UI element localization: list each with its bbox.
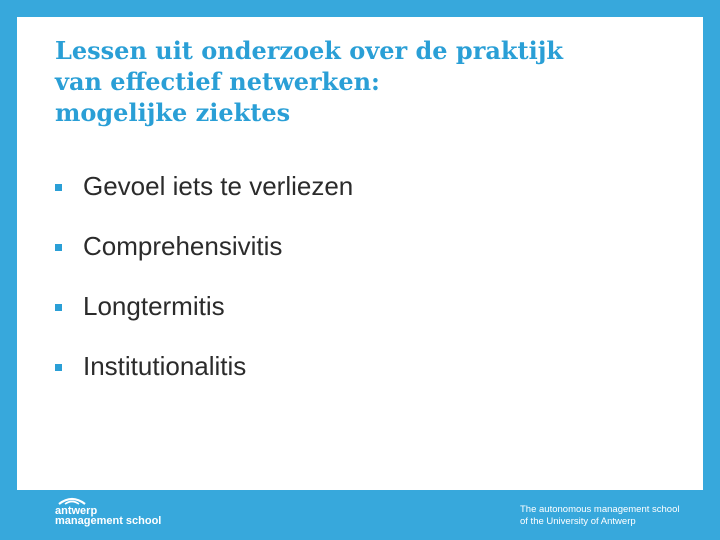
square-bullet-icon — [55, 184, 62, 191]
bullet-text: Longtermitis — [83, 290, 225, 321]
bullet-text: Institutionalitis — [83, 350, 247, 381]
slide-canvas — [17, 17, 703, 490]
footer-bar — [0, 490, 720, 540]
school-logo — [55, 496, 161, 527]
square-bullet-icon — [55, 244, 62, 251]
bullet-item — [55, 156, 353, 216]
tagline-line-2: of the University of Antwerp — [520, 516, 636, 527]
tagline-line-1: The autonomous management school — [520, 504, 680, 515]
bullet-text: Gevoel iets te verliezen — [83, 170, 354, 201]
slide-title — [55, 35, 655, 128]
logo-text-line-2: management school — [55, 515, 162, 527]
bullet-list — [55, 156, 353, 396]
slide-title-line-2: van effectief netwerken: — [55, 67, 380, 96]
bullet-text: Comprehensivitis — [83, 230, 283, 261]
square-bullet-icon — [55, 304, 62, 311]
logo-text-line-1: antwerp — [55, 505, 98, 517]
bullet-item — [55, 336, 353, 396]
logo-arc-icon — [57, 496, 87, 505]
footer-tagline — [520, 504, 680, 528]
bullet-item — [55, 216, 353, 276]
square-bullet-icon — [55, 364, 62, 371]
slide-title-line-1: Lessen uit onderzoek over de praktijk — [55, 36, 564, 65]
slide-title-line-3: mogelijke ziektes — [55, 98, 291, 127]
bullet-item — [55, 276, 353, 336]
